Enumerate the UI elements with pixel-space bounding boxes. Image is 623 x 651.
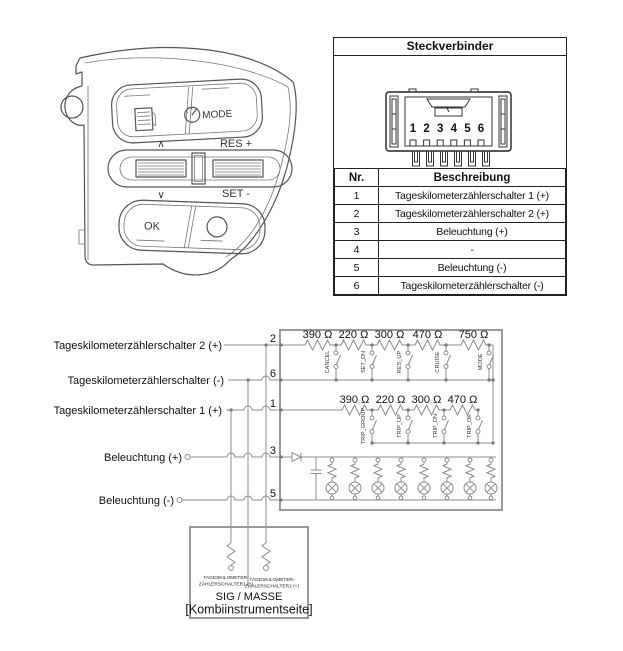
table-row [335,277,566,295]
table-row [335,259,566,277]
instrument-cluster-box [185,527,312,618]
terminal-circle [185,455,190,460]
cell-nr: 2 [335,205,379,223]
pullup-resistor [227,543,235,565]
pin-number-2: 2 [269,333,276,345]
cell-desc: Beleuchtung (-) [379,259,566,277]
rocker-center-block [192,153,205,184]
up-arrow-label: ∧ [157,139,165,150]
label-pin6: Tageskilometerzählerschalter (-) [67,375,224,387]
lamp-branch [326,458,338,500]
lower-button-cluster [118,199,266,254]
connector-terminals [413,151,490,166]
switch-symbol [444,345,451,380]
resistor-value: 300 Ω [374,329,405,341]
ok-button-label: OK [143,220,161,233]
pullup-resistor [262,543,270,565]
pin-number-6: 6 [477,123,485,135]
connector-panel [333,37,567,296]
lamp-branch [349,458,361,500]
resistor-row-1 [280,329,494,380]
col-header-beschreibung: Beschreibung [379,169,566,187]
switch-label: TRIP_DN [433,414,439,438]
res-plus-label: RES + [219,138,253,150]
switch-symbol [442,410,449,443]
schematic-pin-labels [54,333,276,507]
table-row [335,187,566,205]
resistor-value: 470 Ω [412,329,443,341]
diode-symbol [292,453,301,462]
cell-desc: Beleuchtung (+) [379,223,566,241]
lamp-branch [395,458,407,500]
connector-housing [386,89,511,151]
switch-label: TRIP_GROUP [361,407,367,445]
mode-button-label: MODE [201,108,233,122]
rocker-switch [108,138,292,201]
steering-wheel-switch-drawing [55,30,315,290]
resistor-row-2 [280,345,493,444]
lamp-branch [418,458,430,500]
mount-knob [61,96,83,118]
terminal-circle [177,498,182,503]
cell-nr: 5 [335,259,379,277]
pin-number-2: 2 [423,123,430,135]
set-minus-label: SET - [222,188,250,200]
table-row [335,223,566,241]
switch-label: CANCEL [325,350,331,374]
pin-number-3: 3 [269,445,276,457]
rocker-left-pad [136,160,186,177]
pin-number-6: 6 [269,368,276,380]
pin-number-4: 4 [450,123,458,135]
lamp-branch [441,458,453,500]
switch-symbol [370,410,377,443]
cell-nr: 3 [335,223,379,241]
resistor-value: 220 Ω [375,394,406,406]
label-pin2: Tageskilometerzählerschalter 2 (+) [53,340,222,352]
down-arrow-label: ∨ [157,190,165,201]
instrument-label-right-1: TAGESKILOMETER- [249,578,295,583]
resistor-value: 300 Ω [411,394,442,406]
switch-symbol [370,345,377,380]
cell-desc: Tageskilometerzählerschalter (-) [379,277,566,295]
pin-number-5: 5 [269,488,276,500]
cell-nr: 6 [335,277,379,295]
resistor-value: 220 Ω [338,329,369,341]
resistor-value: 750 Ω [458,329,489,341]
capacitor-symbol [311,457,322,500]
pin-number-1: 1 [409,123,417,135]
switch-symbol [406,345,413,380]
switch-label: SET_DN [361,350,367,374]
switch-symbol [406,410,413,443]
instrument-label-left-1: TAGESKILOMETER- [203,576,249,581]
cell-desc: - [379,241,566,259]
illumination-row [280,453,497,501]
cell-desc: Tageskilometerzählerschalter 1 (+) [379,187,566,205]
pin-number-3: 3 [436,123,444,135]
switch-pod-outline [61,47,296,274]
upper-button-cluster [111,78,264,144]
switch-label: TRIP_UP [397,414,403,438]
resistor-value: 390 Ω [339,394,370,406]
instrument-label-left-2: ZÄHLERSCHALTER1 (+) [198,582,254,588]
cell-desc: Tageskilometerzählerschalter 2 (+) [379,205,566,223]
switch-label: CRUISE [435,351,441,373]
table-row [335,241,566,259]
connector-panel-title: Steckverbinder [334,38,566,56]
switch-symbol [476,410,483,443]
table-row [335,205,566,223]
switch-symbol [334,345,341,380]
label-pin1: Tageskilometerzählerschalter 1 (+) [53,405,222,417]
pin-number-1: 1 [269,398,276,410]
pin-number-5: 5 [464,123,471,135]
table-header-row [335,169,566,187]
cell-nr: 4 [335,241,379,259]
menu-icon [135,108,156,131]
resistor-value: 470 Ω [447,394,478,406]
label-pin5: Beleuchtung (-) [98,495,174,507]
col-header-nr: Nr. [335,169,379,187]
switch-label: MODE [478,353,484,371]
lamp-branch [464,458,476,500]
instrument-label-right-2: ZÄHLERSCHALTER2 (+) [244,584,300,590]
rocker-right-pad [213,160,263,177]
circle-button-icon [207,217,228,238]
sig-masse-label: SIG / MASSE [215,591,283,603]
connector-drawing [334,56,564,168]
switch-label: TRIP_OK [467,414,473,438]
pin-description-table [334,168,566,295]
kombiinstrument-caption: [Kombiinstrumentseite] [185,602,313,617]
cell-nr: 1 [335,187,379,205]
lamp-branch [485,458,497,500]
resistor-value: 390 Ω [302,329,333,341]
label-pin3: Beleuchtung (+) [104,452,182,464]
switch-label: RES_UP [397,350,403,374]
wiring-schematic [30,320,620,651]
connector-pin-numbers [410,123,484,135]
lamp-branch [372,458,384,500]
